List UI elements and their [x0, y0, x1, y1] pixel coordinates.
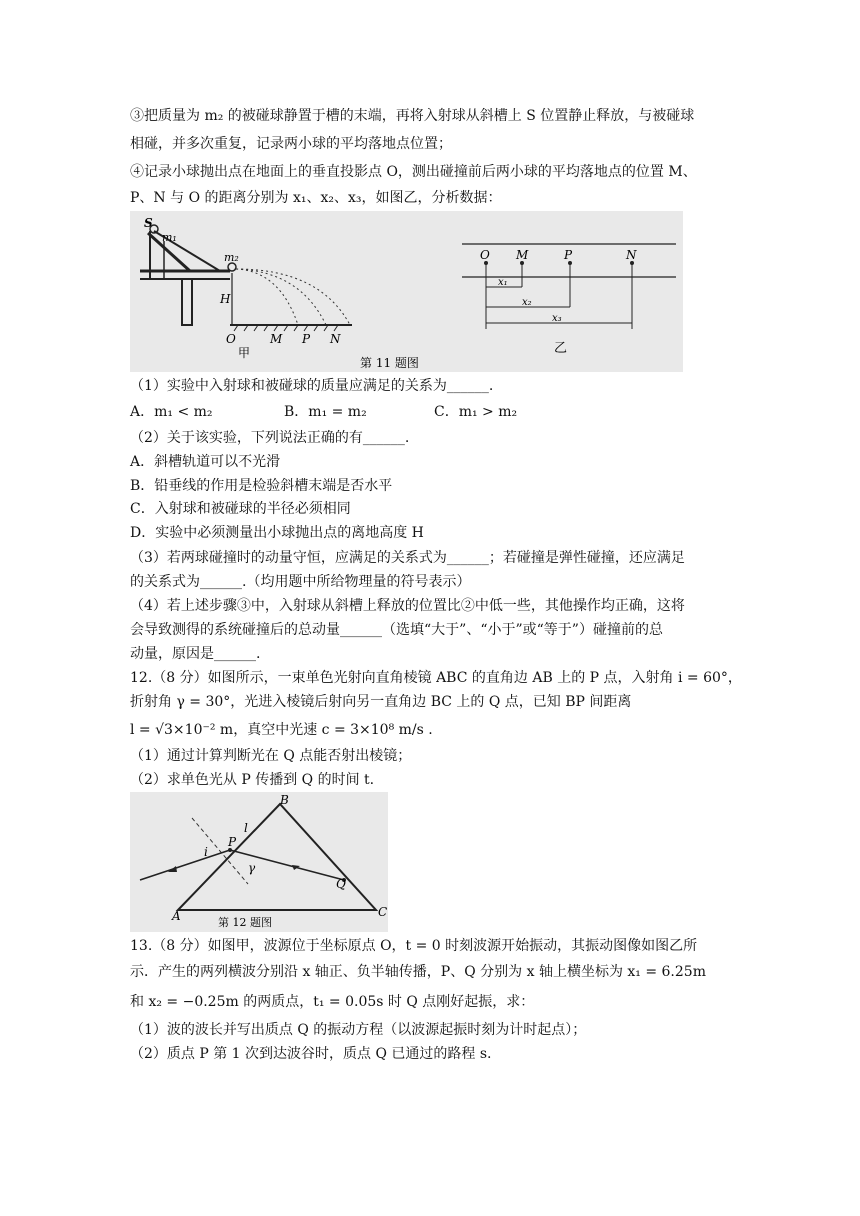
q11-part1-option-b: B．m₁ = m₂ [284, 404, 367, 420]
q11-part3-line2: 的关系式为______.（均用题中所给物理量的符号表示） [130, 574, 471, 590]
q11-step3-line2: 相碰，并多次重复，记录两小球的平均落地点位置； [130, 136, 452, 152]
label-S: S [144, 216, 153, 230]
label-N-left: N [330, 332, 341, 346]
label-N-right: N [626, 248, 637, 262]
q11-step3-line1: ③把质量为 m₂ 的被碰球静置于槽的末端，再将入射球从斜槽上 S 位置静止释放，与被碰球 [130, 108, 695, 124]
q13-sub1: （1）波的波长并写出质点 Q 的振动方程（以波源起振时刻为计时起点）； [130, 1022, 587, 1038]
label-P: P [228, 835, 237, 849]
label-x3: x₃ [552, 313, 562, 324]
label-l: l [244, 821, 248, 835]
figure-12 [130, 792, 388, 932]
label-C: C [378, 905, 388, 919]
label-m1: m₁ [162, 231, 177, 244]
q11-part2-option-c: C．入射球和被碰球的半径必须相同 [130, 501, 351, 517]
label-x2: x₂ [522, 297, 532, 308]
q11-part2-option-d: D．实验中必须测量出小球抛出点的离地高度 H [130, 525, 424, 541]
q11-part4-line1: （4）若上述步骤③中，入射球从斜槽上释放的位置比②中低一些，其他操作均正确，这将 [130, 598, 685, 614]
q12-line1: 12.（8 分）如图所示，一束单色光射向直角棱镜 ABC 的直角边 AB 上的 P 点，入射角 i = 60°， [130, 670, 742, 686]
figure-11 [130, 211, 683, 372]
label-O-right: O [480, 248, 490, 262]
q13-line2: 示．产生的两列横波分别沿 x 轴正、负半轴传播，P、Q 分别为 x 轴上横坐标为 x₁ = 6.25m [130, 964, 706, 980]
q11-part1-option-c: C．m₁ > m₂ [434, 404, 518, 420]
label-A: A [172, 909, 181, 923]
figure-12-drawing [130, 792, 388, 932]
q13-line1: 13.（8 分）如图甲，波源位于坐标原点 O，t = 0 时刻波源开始振动，其振动图像如图乙所 [130, 938, 698, 954]
label-i: i [204, 845, 208, 859]
figure-11-drawing [130, 211, 683, 372]
label-M-right: M [516, 248, 529, 262]
label-O-left: O [226, 332, 236, 346]
label-yi: 乙 [554, 341, 568, 356]
label-x1: x₁ [498, 277, 508, 288]
label-gamma: γ [248, 861, 256, 875]
label-P-left: P [302, 332, 311, 346]
q11-part4-line2: 会导致测得的系统碰撞后的总动量______（选填“大于”、“小于”或“等于”）碰撞前的总 [130, 622, 663, 638]
label-Q: Q [336, 877, 346, 891]
figure-12-caption: 第 12 题图 [218, 916, 272, 929]
q11-part2: （2）关于该实验，下列说法正确的有______. [130, 430, 410, 446]
label-B: B [280, 793, 289, 807]
label-jia: 甲 [238, 346, 251, 360]
q12-line3: l = √3×10⁻² m，真空中光速 c = 3×10⁸ m/s . [130, 722, 433, 738]
label-H: H [220, 292, 231, 306]
label-P-right: P [564, 248, 573, 262]
table-leg [182, 279, 192, 325]
q12-line2: 折射角 γ = 30°，光进入棱镜后射向另一直角边 BC 上的 Q 点，已知 BP 间距离 [130, 694, 632, 710]
q11-part1: （1）实验中入射球和被碰球的质量应满足的关系为______. [130, 378, 494, 394]
q11-step4-line2: P、N 与 O 的距离分别为 x₁、x₂、x₃，如图乙，分析数据： [130, 190, 502, 206]
incident-ray [140, 850, 230, 880]
normal-line [192, 818, 248, 884]
q11-part2-option-a: A．斜槽轨道可以不光滑 [130, 454, 281, 470]
q13-line3: 和 x₂ = −0.25m 的两质点，t₁ = 0.05s 时 Q 点刚好起振，求： [130, 994, 535, 1010]
q11-part2-option-b: B．铅垂线的作用是检验斜槽末端是否水平 [130, 478, 393, 494]
q11-part1-option-a: A．m₁ < m₂ [130, 404, 213, 420]
label-m2: m₂ [224, 251, 239, 264]
ball-m2 [228, 263, 236, 271]
q11-part3-line1: （3）若两球碰撞时的动量守恒，应满足的关系式为______；若碰撞是弹性碰撞，还应满足 [130, 550, 685, 566]
q12-sub1: （1）通过计算判断光在 Q 点能否射出棱镜； [130, 748, 412, 764]
q13-sub2: （2）质点 P 第 1 次到达波谷时，质点 Q 已通过的路程 s. [130, 1046, 492, 1062]
q12-sub2: （2）求单色光从 P 传播到 Q 的时间 t. [130, 772, 375, 788]
label-M-left: M [270, 332, 283, 346]
figure-11-caption: 第 11 题图 [360, 356, 419, 370]
q11-step4-line1: ④记录小球抛出点在地面上的垂直投影点 O，测出碰撞前后两小球的平均落地点的位置 M、 [130, 164, 697, 180]
q11-part4-line3: 动量，原因是______. [130, 646, 261, 662]
